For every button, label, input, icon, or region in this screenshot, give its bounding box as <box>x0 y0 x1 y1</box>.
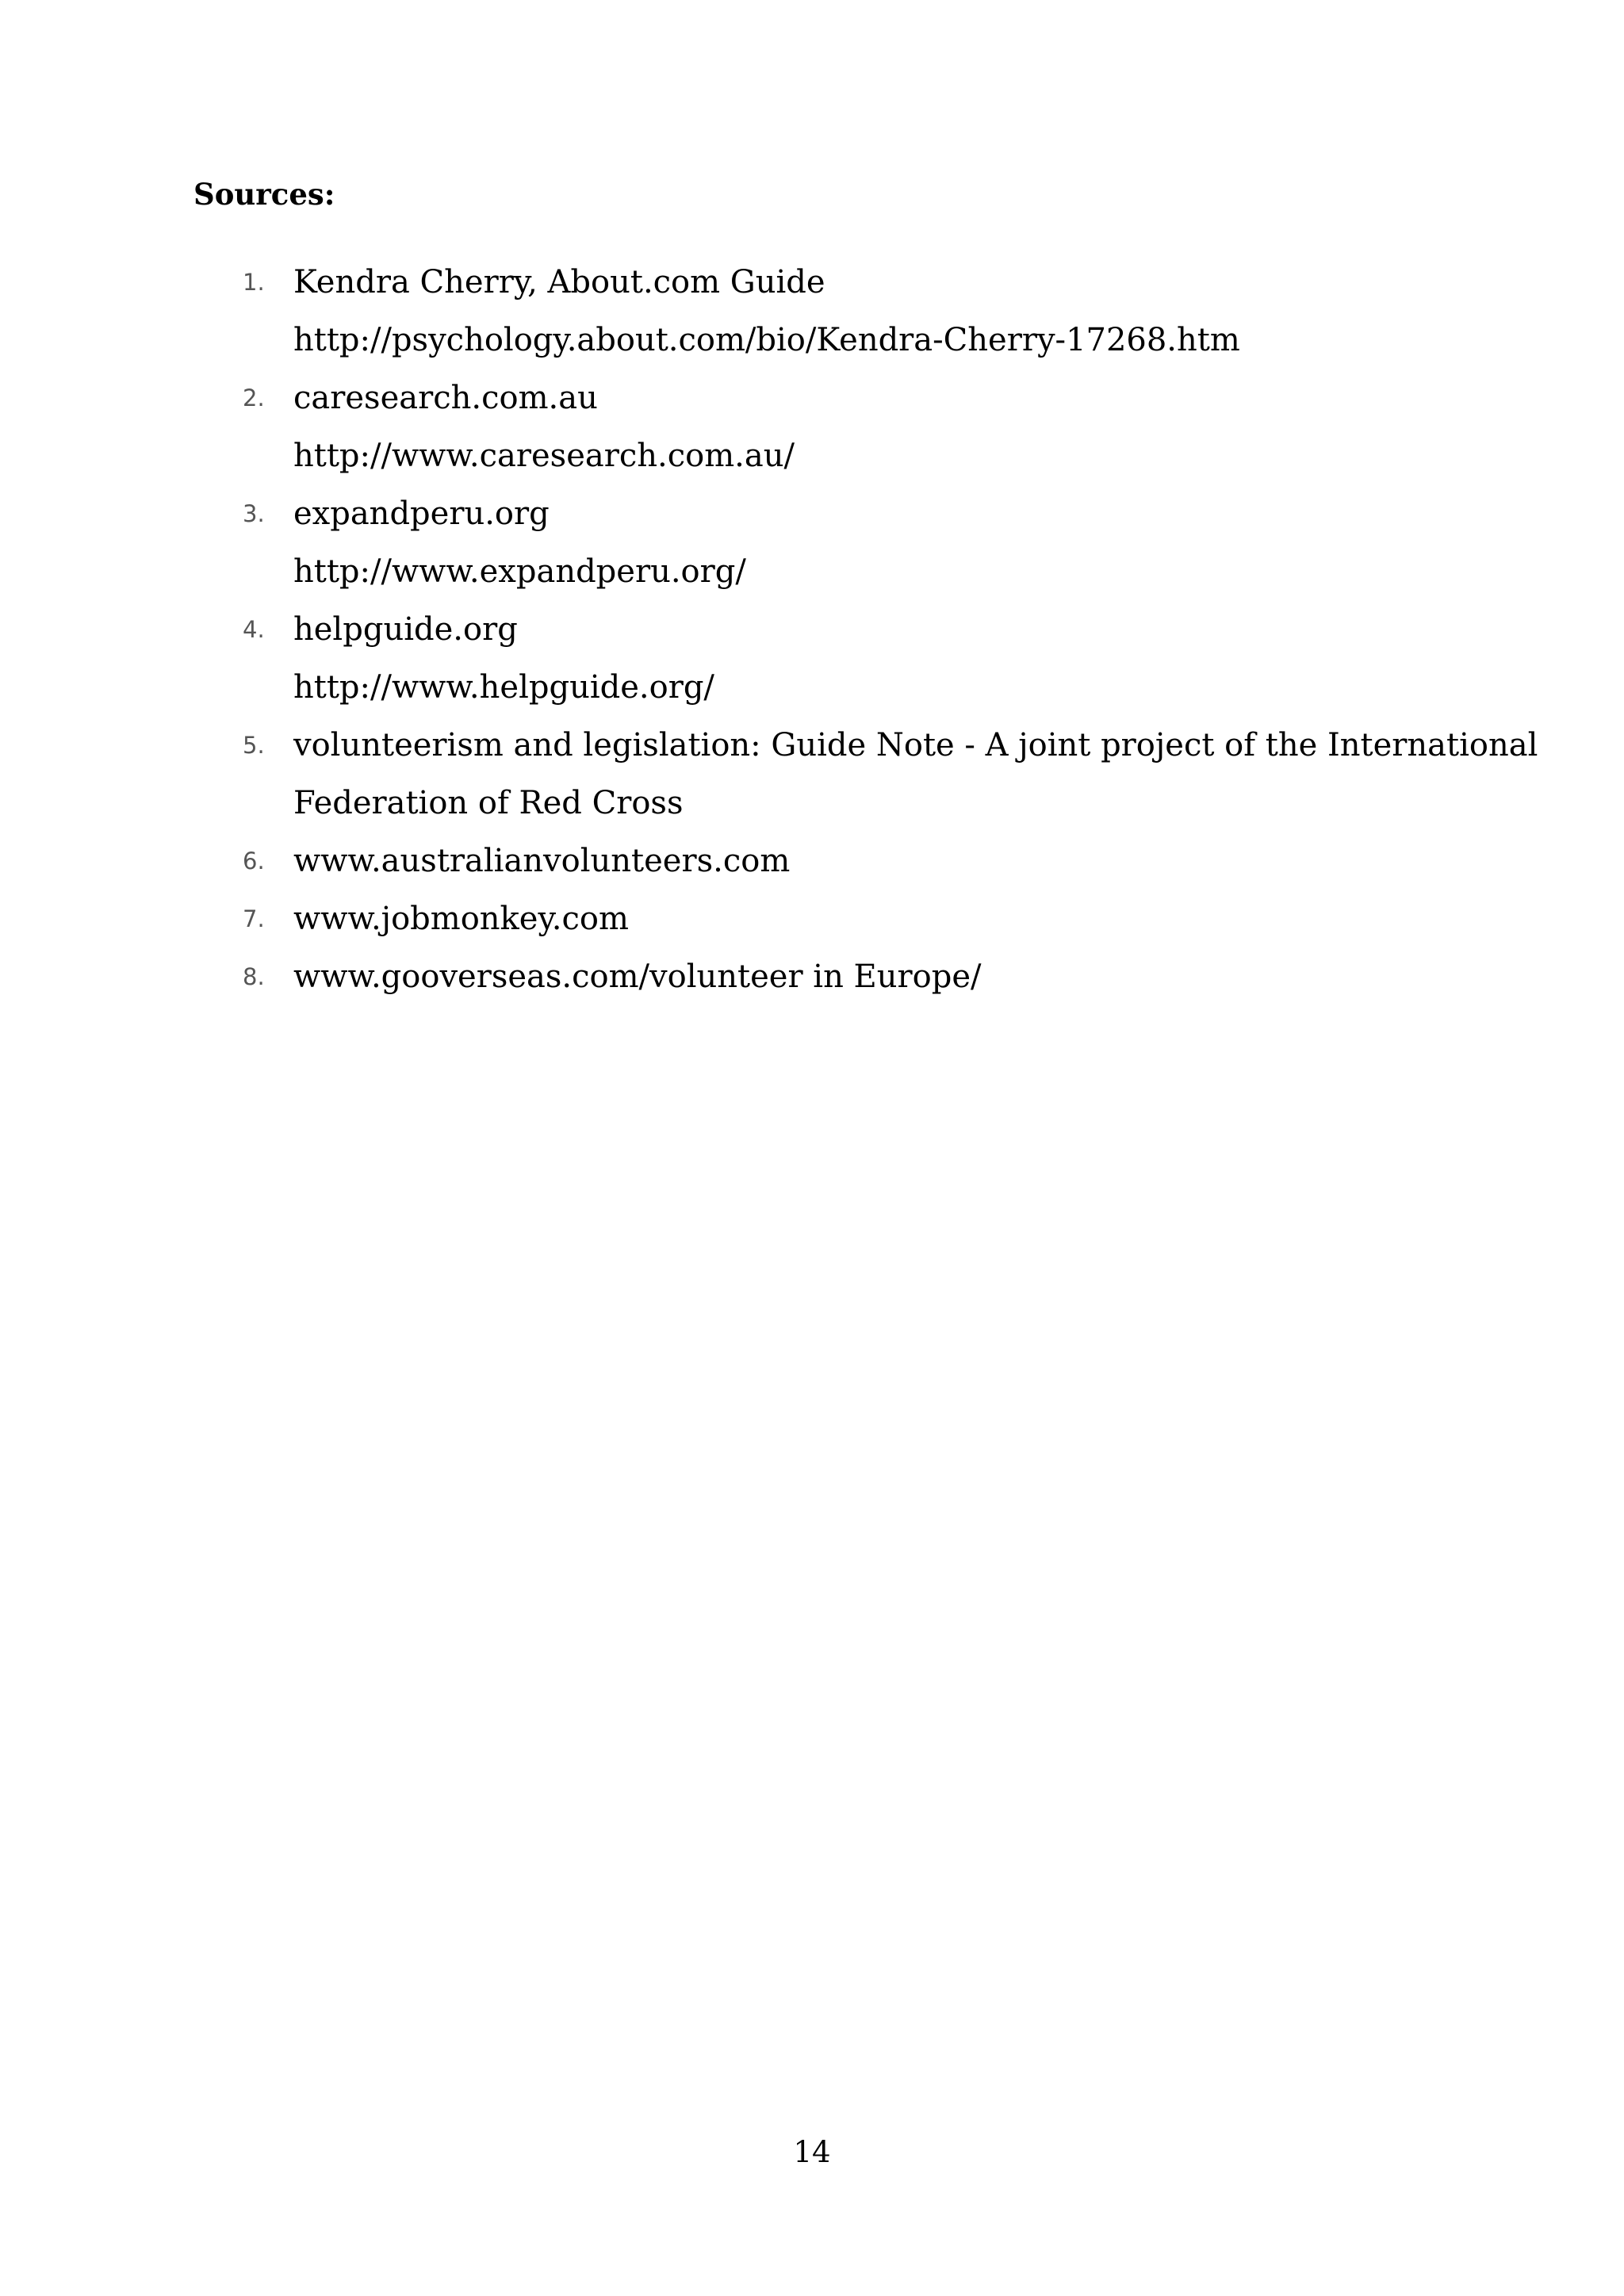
source-item-2 <box>0 369 1624 485</box>
source-title: volunteerism and legislation: Guide Note - A joint project of the International <box>293 727 1538 763</box>
source-title: helpguide.org <box>293 611 518 648</box>
list-number: 7. <box>243 905 265 932</box>
source-title: expandperu.org <box>293 496 550 532</box>
source-url: http://www.expandperu.org/ <box>293 553 746 590</box>
source-title: Kendra Cherry, About.com Guide <box>293 264 825 300</box>
list-number: 4. <box>243 616 265 643</box>
sources-list <box>0 254 1624 1006</box>
source-url: www.jobmonkey.com <box>293 901 629 937</box>
source-item-3 <box>0 485 1624 601</box>
list-number: 2. <box>243 385 265 411</box>
source-title-continued: Federation of Red Cross <box>293 785 684 821</box>
list-number: 5. <box>243 732 265 759</box>
source-title: caresearch.com.au <box>293 380 598 416</box>
source-item-8 <box>0 948 1624 1006</box>
list-number: 8. <box>243 963 265 990</box>
source-item-6 <box>0 832 1624 890</box>
source-item-4 <box>0 601 1624 717</box>
sources-heading: Sources: <box>193 177 335 212</box>
source-url: http://psychology.about.com/bio/Kendra-Cherry-17268.htm <box>293 322 1240 358</box>
source-item-1 <box>0 254 1624 369</box>
source-url: http://www.helpguide.org/ <box>293 669 714 706</box>
source-url: www.gooverseas.com/volunteer in Europe/ <box>293 959 982 995</box>
list-number: 6. <box>243 848 265 874</box>
list-number: 3. <box>243 500 265 527</box>
source-item-7 <box>0 890 1624 948</box>
source-url: www.australianvolunteers.com <box>293 843 791 879</box>
list-number: 1. <box>243 269 265 296</box>
page-number: 14 <box>793 2135 831 2169</box>
source-item-5 <box>0 717 1624 832</box>
source-url: http://www.caresearch.com.au/ <box>293 438 795 474</box>
